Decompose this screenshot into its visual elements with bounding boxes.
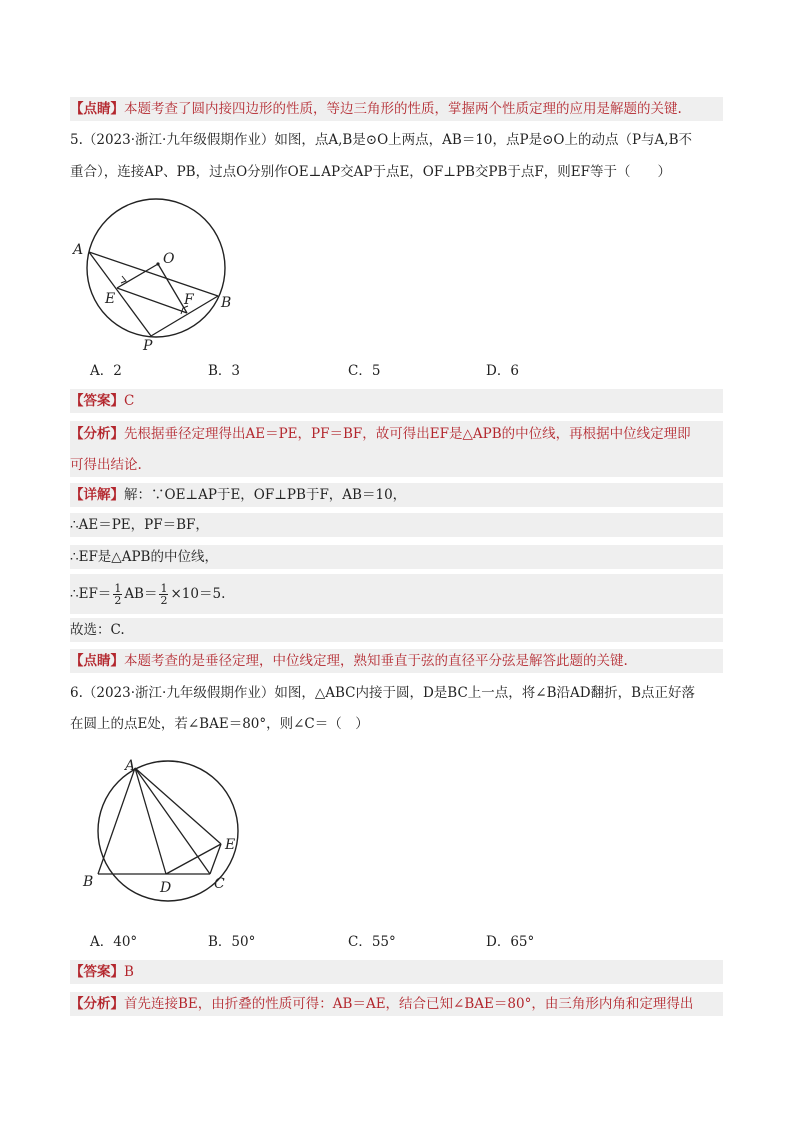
q5-label-f: F: [184, 292, 194, 308]
q6-choice-a[interactable]: A．40°: [90, 934, 138, 950]
q6-segment-ad: [135, 768, 166, 874]
q5-fraction-2: $\frac{1}{2}$: [160, 582, 168, 607]
q6-choice-d[interactable]: D．65°: [486, 934, 535, 950]
q6-stem-line-1: 6.（2023·浙江·九年级假期作业）如图，△ABC内接于圆，D是BC上一点，将∠B沿AD翻折，B点正好落: [70, 685, 696, 701]
q5-segment-ef: [117, 288, 187, 313]
q5-circle: [87, 199, 225, 337]
q5-detail-4-pre: ∴EF＝: [70, 586, 112, 602]
q6-segment-ac: [135, 768, 210, 874]
q5-dianjing-text: 本题考查的是垂径定理，中位线定理，熟知垂直于弦的直径平分弦是解答此题的关键.: [124, 653, 628, 669]
q6-label-d: D: [160, 880, 172, 896]
q5-analysis-line-1: [70, 421, 723, 453]
q6-answer-line: [70, 960, 723, 984]
q5-conclusion: 故选：C.: [70, 618, 723, 642]
q5-detail-line-4: [70, 574, 723, 614]
q5-analysis-tag: 【分析】: [70, 426, 124, 442]
q5-label-e: E: [105, 291, 116, 307]
q5-choice-c[interactable]: C．5: [348, 363, 381, 379]
q6-label-e: E: [225, 837, 236, 853]
q5-detail-text-1: 解：∵OE⊥AP于E，OF⊥PB于F，AB＝10，: [124, 487, 407, 503]
q5-segment-oe: [117, 264, 158, 288]
q5-choice-d[interactable]: D．6: [486, 363, 519, 379]
q5-label-b: B: [221, 295, 232, 311]
q6-segment-de: [166, 844, 221, 874]
q5-stem-line-2: 重合），连接AP、PB，过点O分别作OE⊥AP交AP于点E，OF⊥PB交PB于点F，则EF等于（ ）: [70, 164, 672, 180]
q6-label-b: B: [83, 874, 94, 890]
q6-stem-line-2: 在圆上的点E处，若∠BAE＝80°，则∠C＝（ ）: [70, 716, 369, 732]
q5-choice-a[interactable]: A．2: [90, 363, 122, 379]
q6-choice-c[interactable]: C．55°: [348, 934, 396, 950]
q5-segment-of: [158, 264, 187, 313]
q5-stem-line-1: 5.（2023·浙江·九年级假期作业）如图，点A,B是⊙O上两点，AB＝10，点P是⊙O上的动点（P与A,B不: [70, 132, 693, 148]
q6-analysis-tag: 【分析】: [70, 996, 124, 1012]
q6-choice-b[interactable]: B．50°: [208, 934, 256, 950]
q5-choice-b[interactable]: B．3: [208, 363, 241, 379]
q6-answer-tag: 【答案】: [70, 964, 124, 980]
q5-detail-4-post: ×10＝5.: [170, 586, 226, 602]
q6-answer-value: B: [124, 964, 134, 980]
q5-analysis-line-2: [70, 453, 723, 477]
q5-dianjing-tag: 【点睛】: [70, 653, 124, 669]
q5-segment-ap: [89, 252, 151, 336]
q5-detail-4-mid: AB＝: [124, 586, 158, 602]
q5-figure: [70, 188, 250, 353]
q6-label-a: A: [125, 758, 136, 774]
q5-point-o: [156, 262, 159, 265]
q5-detail-line-1: [70, 483, 723, 507]
q6-figure: [78, 752, 253, 902]
q5-label-a: A: [73, 242, 84, 258]
q5-analysis-text-2: 可得出结论.: [70, 457, 142, 473]
q5-analysis-text-1: 先根据垂径定理得出AE＝PE，PF＝BF，故可得出EF是△APB的中位线，再根据中位线定理即: [124, 426, 691, 442]
q5-fraction-1: $\frac{1}{2}$: [114, 582, 122, 607]
q5-answer-tag: 【答案】: [70, 393, 124, 409]
q5-label-p: P: [143, 338, 153, 353]
q6-analysis-text-1: 首先连接BE，由折叠的性质可得：AB＝AE，结合已知∠BAE＝80°，由三角形内角和定理得出: [124, 996, 694, 1012]
q5-detail-line-3: ∴EF是△APB的中位线，: [70, 545, 723, 569]
q5-detail-line-2: ∴AE＝PE，PF＝BF，: [70, 513, 723, 537]
q5-segment-ab: [89, 252, 218, 296]
q5-label-o: O: [163, 251, 175, 267]
q6-segment-ae: [135, 768, 221, 844]
dianjing-tag: 【点睛】: [70, 101, 124, 117]
q5-right-angle-e: [121, 276, 126, 283]
q5-answer-line: [70, 389, 723, 413]
q5-detail-tag: 【详解】: [70, 487, 124, 503]
dianjing-text: 本题考查了圆内接四边形的性质，等边三角形的性质，掌握两个性质定理的应用是解题的关键.: [124, 101, 682, 117]
q5-dianjing-line: [70, 649, 723, 673]
q5-answer-value: C: [124, 393, 135, 409]
q6-analysis-line-1: [70, 992, 723, 1016]
q6-label-c: C: [214, 876, 225, 892]
dianjing-line-1: [70, 97, 723, 121]
